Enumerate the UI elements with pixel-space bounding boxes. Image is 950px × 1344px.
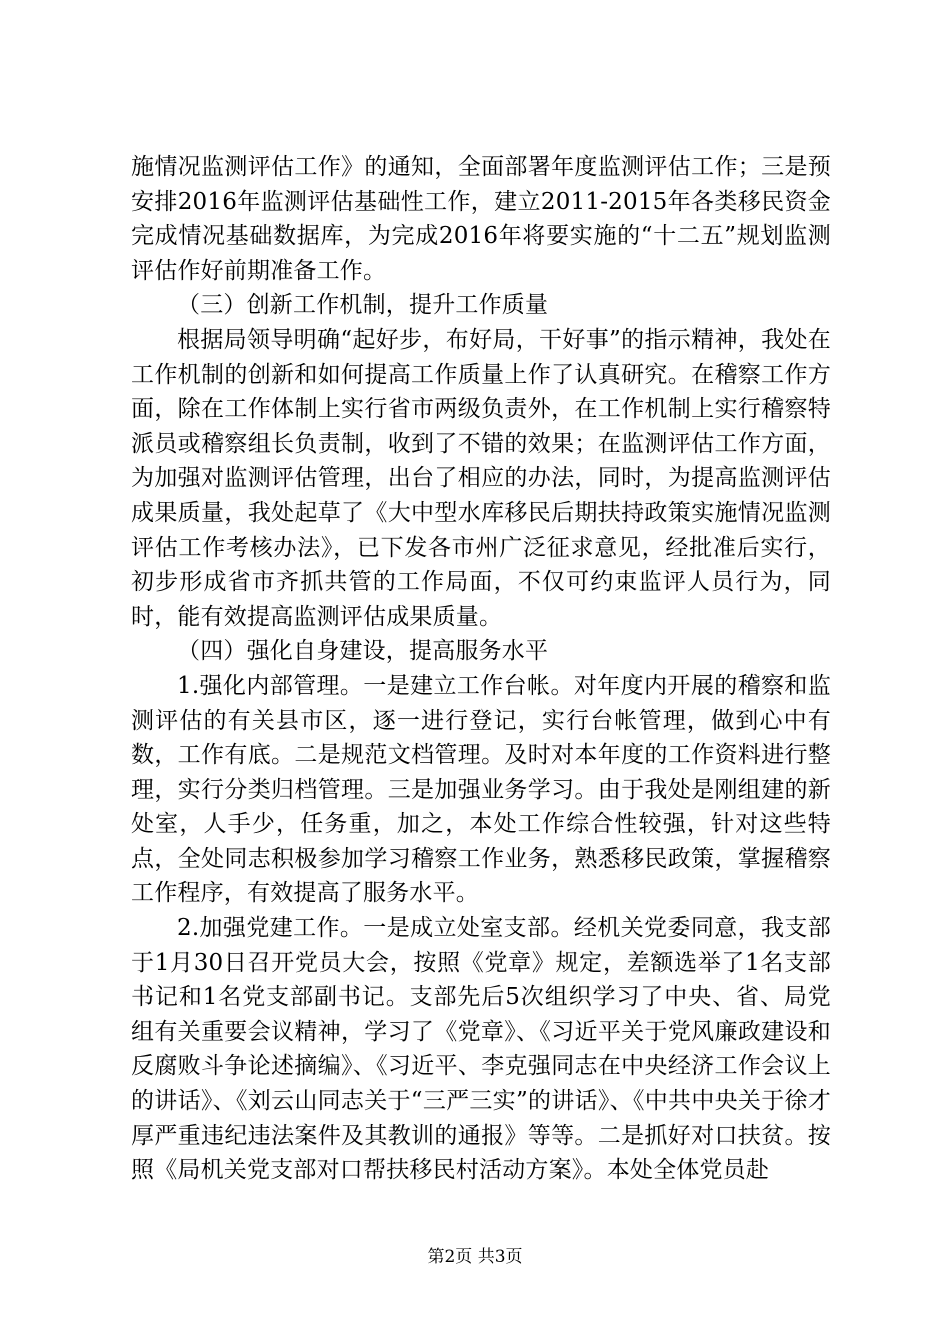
document-body (131, 150, 831, 1188)
paragraph-internal-management: 1.强化内部管理。一是建立工作台帐。对年度内开展的稽察和监测评估的有关县市区，逐一进行登记，实行台帐管理，做到心中有数，工作有底。二是规范文档管理。及时对本年度的工作资料进行整理，实行分类归档管理。三是加强业务学习。由于我处是刚组建的新处室，人手少，任务重，加之，本处工作综合性较强，针对这些特点，全处同志积极参加学习稽察工作业务，熟悉移民政策，掌握稽察工作程序，有效提高了服务水平。 (131, 672, 831, 907)
page-number-footer: 第2页 共3页 (427, 1247, 523, 1267)
paragraph-mechanism: 根据局领导明确“起好步，布好局，干好事”的指示精神，我处在工作机制的创新和如何提高工作质量上作了认真研究。在稽察工作方面，除在工作体制上实行省市两级负责外，在工作机制上实行稽察特派员或稽察组长负责制，收到了不错的效果；在监测评估工作方面，为加强对监测评估管理，出台了相应的办法，同时，为提高监测评估成果质量，我处起草了《大中型水库移民后期扶持政策实施情况监测评估工作考核办法》，已下发各市州广泛征求意见，经批准后实行，初步形成省市齐抓共管的工作局面，不仅可约束监评人员行为，同时，能有效提高监测评估成果质量。 (131, 326, 831, 630)
paragraph-party-building: 2.加强党建工作。一是成立处室支部。经机关党委同意，我支部于1月30日召开党员大会，按照《党章》规定，差额选举了1名支部书记和1名党支部副书记。支部先后5次组织学习了中央、省、局党组有关重要会议精神，学习了《党章》、《习近平关于党风廉政建设和反腐败斗争论述摘编》、《习近平、李克强同志在中央经济工作会议上的讲话》、《刘云山同志关于“三严三实”的讲话》、《中共中央关于徐才厚严重违纪违法案件及其教训的通报》等等。二是抓好对口扶贫。按照《局机关党支部对口帮扶移民村活动方案》。本处全体党员赴 (131, 915, 831, 1184)
section-heading-4: （四）强化自身建设，提高服务水平 (177, 638, 549, 665)
section-heading-3: （三）创新工作机制，提升工作质量 (177, 292, 549, 319)
paragraph-continuation: 施情况监测评估工作》的通知，全面部署年度监测评估工作；三是预安排2016年监测评估基础性工作，建立2011-2015年各类移民资金完成情况基础数据库，为完成2016年将要实施的“十二五”规划监测评估作好前期准备工作。 (131, 154, 831, 284)
